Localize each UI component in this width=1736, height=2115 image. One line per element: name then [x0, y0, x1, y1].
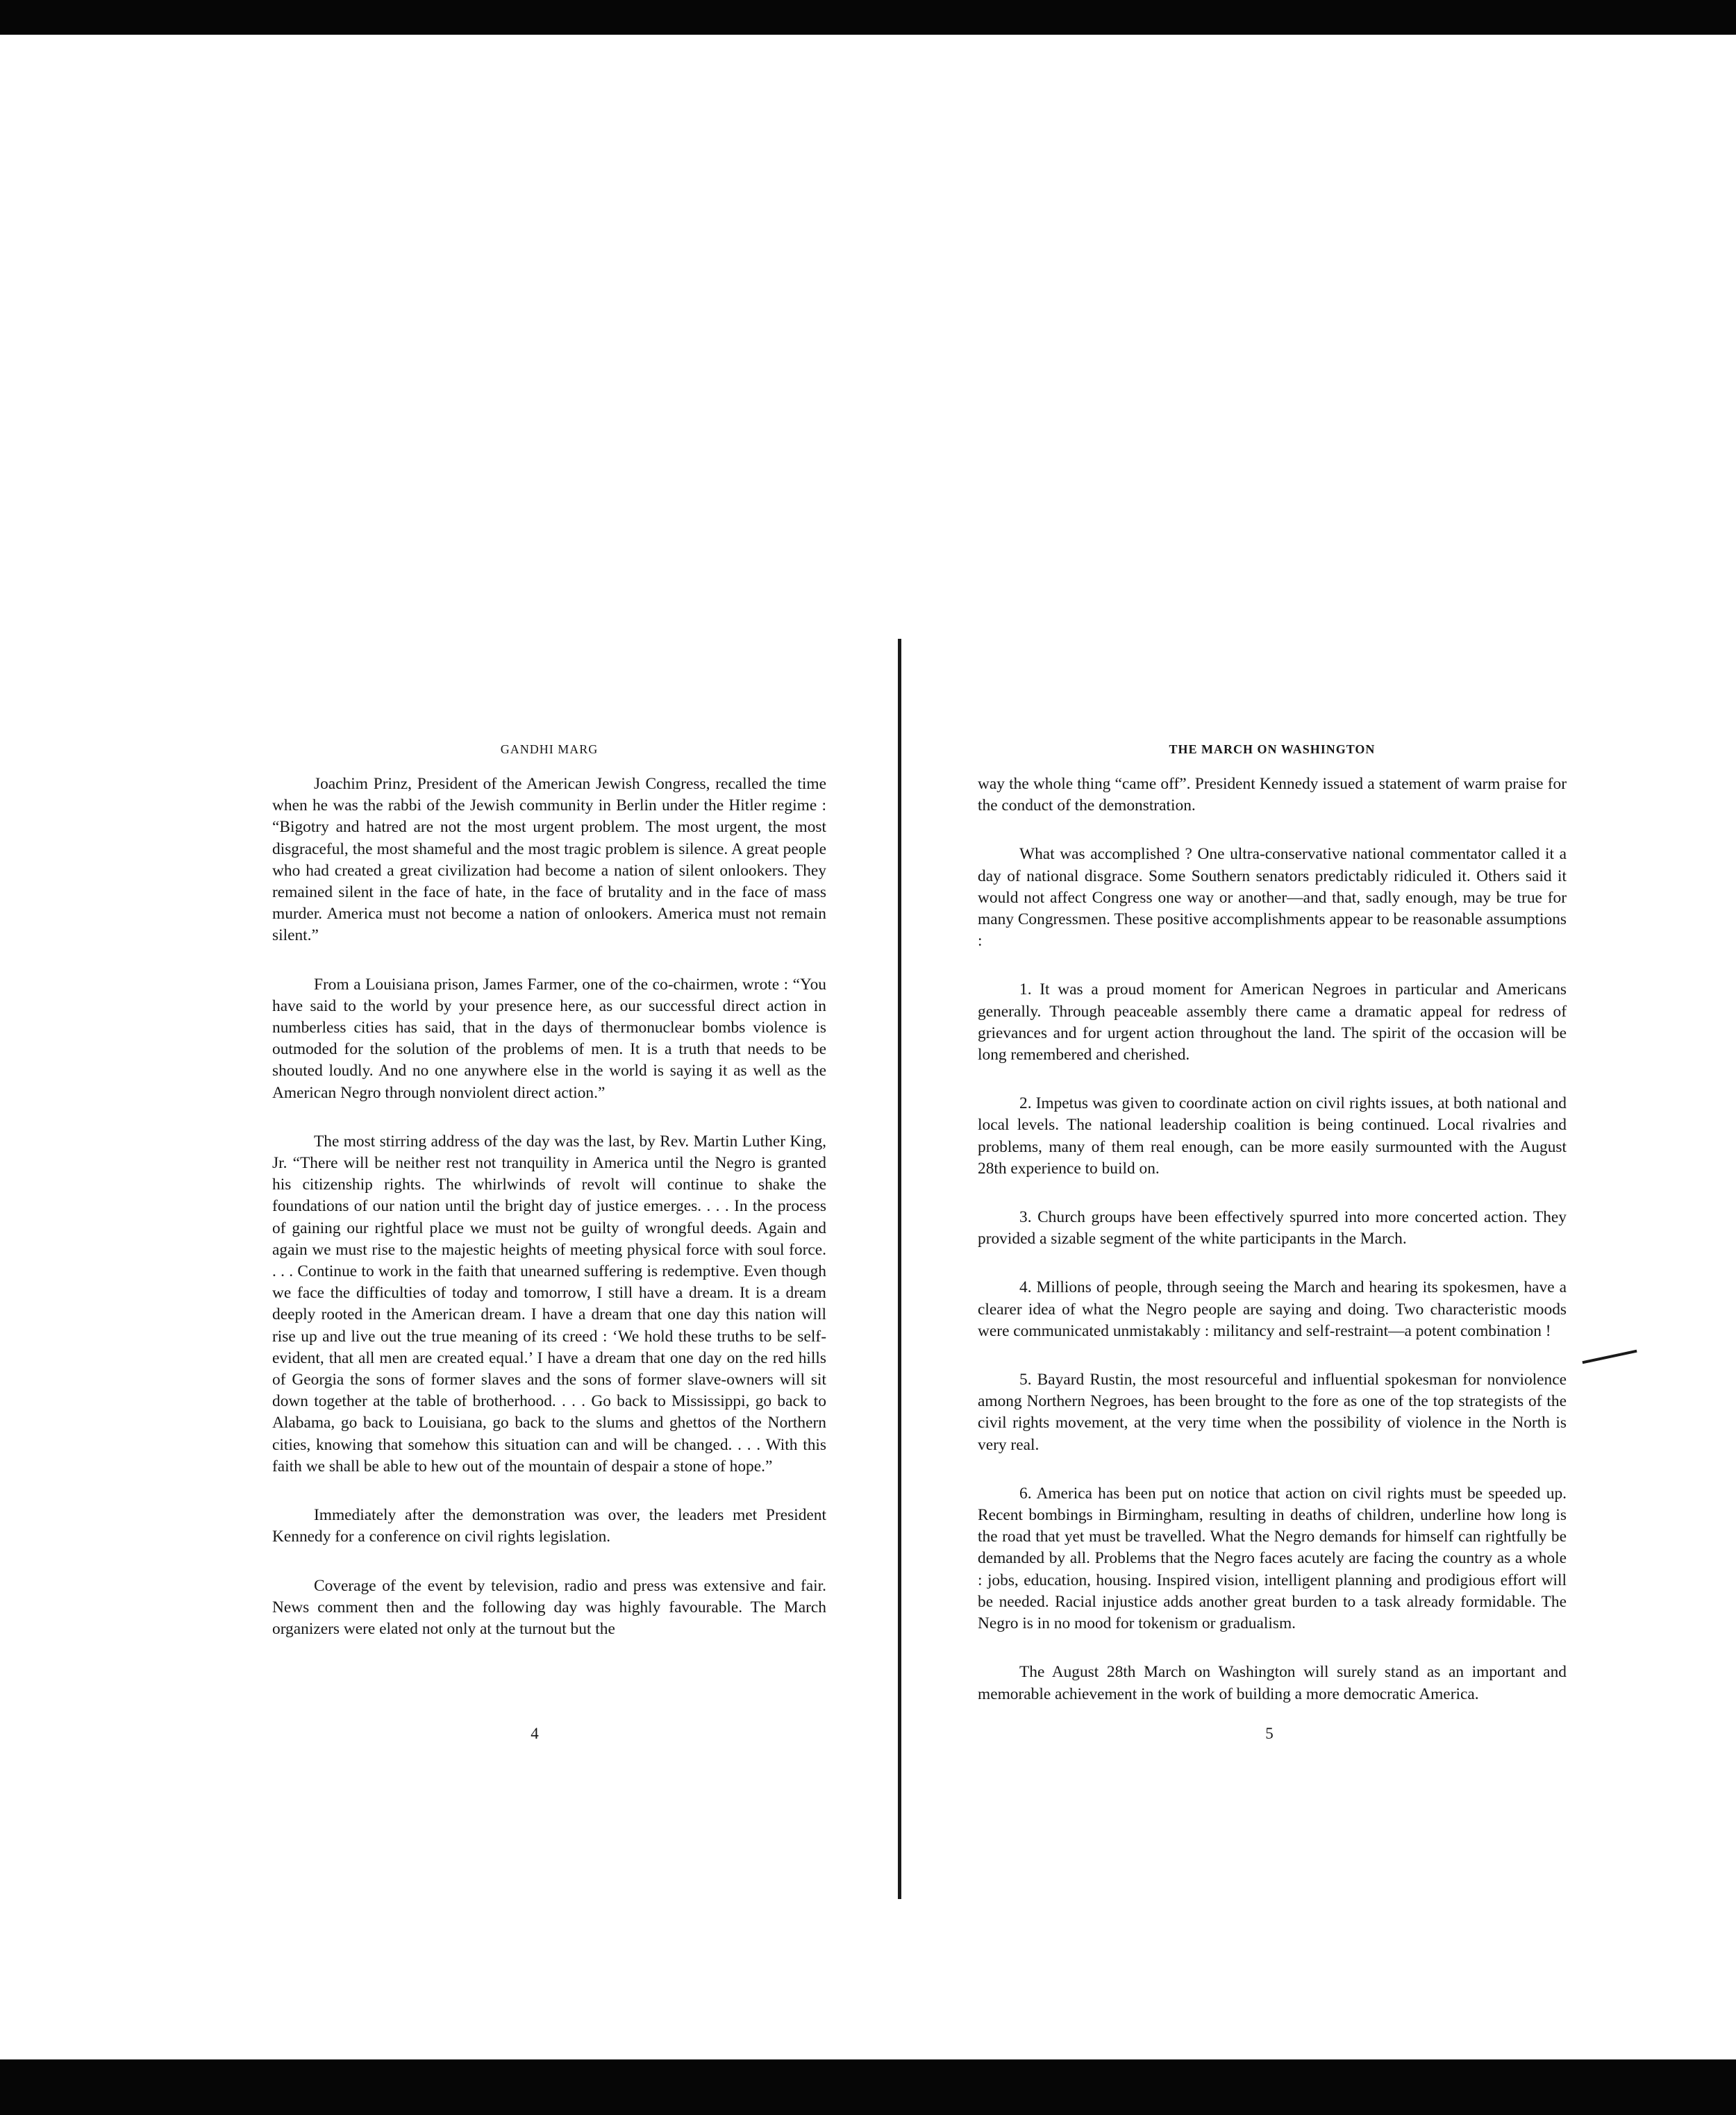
left-page-body [272, 774, 826, 1640]
left-page-number: 4 [531, 1725, 539, 1742]
scan-border-bottom [0, 2059, 1736, 2115]
right-page-number: 5 [1265, 1725, 1274, 1742]
paragraph-conclusion: The August 28th March on Washington will surely stand as an important and memorable achievement in the work of building a more democratic America. [978, 1663, 1567, 1703]
scan-border-top [0, 0, 1736, 35]
paragraph-kennedy-meeting: Immediately after the demonstration was over, the leaders met President Kennedy for a conference on civil rights legislation. [272, 1506, 826, 1546]
list-item-2: 2. Impetus was given to coordinate action on civil rights issues, at both national and local levels. The national leadership coalition is being continued. Local rivalries and problems, many of them real enough, can be more easily surmounted with the August 28th experience to build on. [978, 1094, 1567, 1178]
right-running-head: THE MARCH ON WASHINGTON [1169, 742, 1376, 756]
list-item-5: 5. Bayard Rustin, the most resourceful and influential spokesman for nonviolence among Northern Negroes, has been brought to the fore as one of the top strategists of the civil rights movement, at the very time when the possibility of violence in the North is very real. [978, 1371, 1567, 1454]
paragraph-continued: way the whole thing “came off”. President Kennedy issued a statement of warm praise for the conduct of the demonstration. [978, 775, 1567, 815]
book-gutter [898, 639, 901, 1899]
list-item-1: 1. It was a proud moment for American Negroes in particular and Americans generally. Through peaceable assembly there came a dramatic appeal for redress of grievances and for urgent action throughout the land. The spirit of the occasion will be long remembered and cherished. [978, 980, 1567, 1064]
list-item-3: 3. Church groups have been effectively spurred into more concerted action. They provided a sizable segment of the white participants in the March. [978, 1208, 1567, 1248]
list-item-6: 6. America has been put on notice that action on civil rights must be speeded up. Recent bombings in Birmingham, resulting in deaths of children, underline how long is the road that yet must be travelled. What the Negro demands for himself can rightfully be demanded by all. Problems that the Negro faces acutely are facing the country as a whole : jobs, education, housing. Inspired vision, intelligent planning and prodigious effort will be needed. Racial injustice adds another great burden to a task already formidable. The Negro is in no mood for tokenism or gradualism. [978, 1484, 1567, 1633]
right-page-body [978, 774, 1567, 1705]
paragraph-accomplished: What was accomplished ? One ultra-conservative national commentator called it a day of national disgrace. Some Southern senators predictably ridiculed it. Others said it would not affect Congress one way or another—and that, sadly enough, may be true for many Congressmen. These positive accomplishments appear to be reasonable assumptions : [978, 845, 1567, 951]
list-item-4: 4. Millions of people, through seeing the March and hearing its spokesmen, have a clearer idea of what the Negro people are saying and doing. Two characteristic moods were communicated unmistakably : militancy and self-restraint—a potent combination ! [978, 1278, 1567, 1340]
paragraph-coverage: Coverage of the event by television, radio and press was extensive and fair. News comment then and the following day was highly favourable. The March organizers were elated not only at the turnout but the [272, 1576, 826, 1638]
left-page [272, 737, 826, 1640]
right-page [978, 737, 1567, 1705]
paragraph-prinz: Joachim Prinz, President of the American Jewish Congress, recalled the time when he was the rabbi of the Jewish community in Berlin under the Hitler regime : “Bigotry and hatred are not the most urgent problem. The most urgent, the most disgraceful, the most shameful and the most tragic problem is silence. A great people who had created a great civilization had become a nation of silent onlookers. They remained silent in the face of hate, in the face of brutality and in the face of mass murder. America must not become a nation of onlookers. America must not remain silent.” [272, 775, 826, 945]
margin-pencil-mark [1582, 1350, 1637, 1364]
paragraph-farmer: From a Louisiana prison, James Farmer, one of the co-chairmen, wrote : “You have said to the world by your presence here, as our successful direct action in numberless cities has said, that in the days of thermonuclear bombs violence is outmoded for the solution of the problems of men. It is a truth that needs to be shouted loudly. And no one anywhere else in the world is saying it as well as the American Negro through nonviolent direct action.” [272, 975, 826, 1102]
left-running-head: GANDHI MARG [500, 742, 599, 756]
paragraph-king: The most stirring address of the day was the last, by Rev. Martin Luther King, Jr. “There will be neither rest not tranquility in America until the Negro is granted his citizenship rights. The whirlwinds of revolt will continue to shake the foundations of our nation until the bright day of justice emerges. . . . In the process of gaining our rightful place we must not be guilty of wrongful deeds. Again and again we must rise to the majestic heights of meeting physical force with soul force. . . . Continue to work in the faith that unearned suffering is redemptive. Even though we face the difficulties of today and tomorrow, I still have a dream. It is a dream deeply rooted in the American dream. I have a dream that one day this nation will rise up and live out the true meaning of its creed : ‘We hold these truths to be self-evident, that all men are created equal.’ I have a dream that one day on the red hills of Georgia the sons of former slaves and the sons of former slave-owners will sit down together at the table of brotherhood. . . . Go back to Mississippi, go back to Alabama, go back to Louisiana, go back to the slums and ghettos of the Northern cities, knowing that somehow this situation can and will be changed. . . . With this faith we shall be able to hew out of the mountain of despair a stone of hope.” [272, 1132, 826, 1476]
